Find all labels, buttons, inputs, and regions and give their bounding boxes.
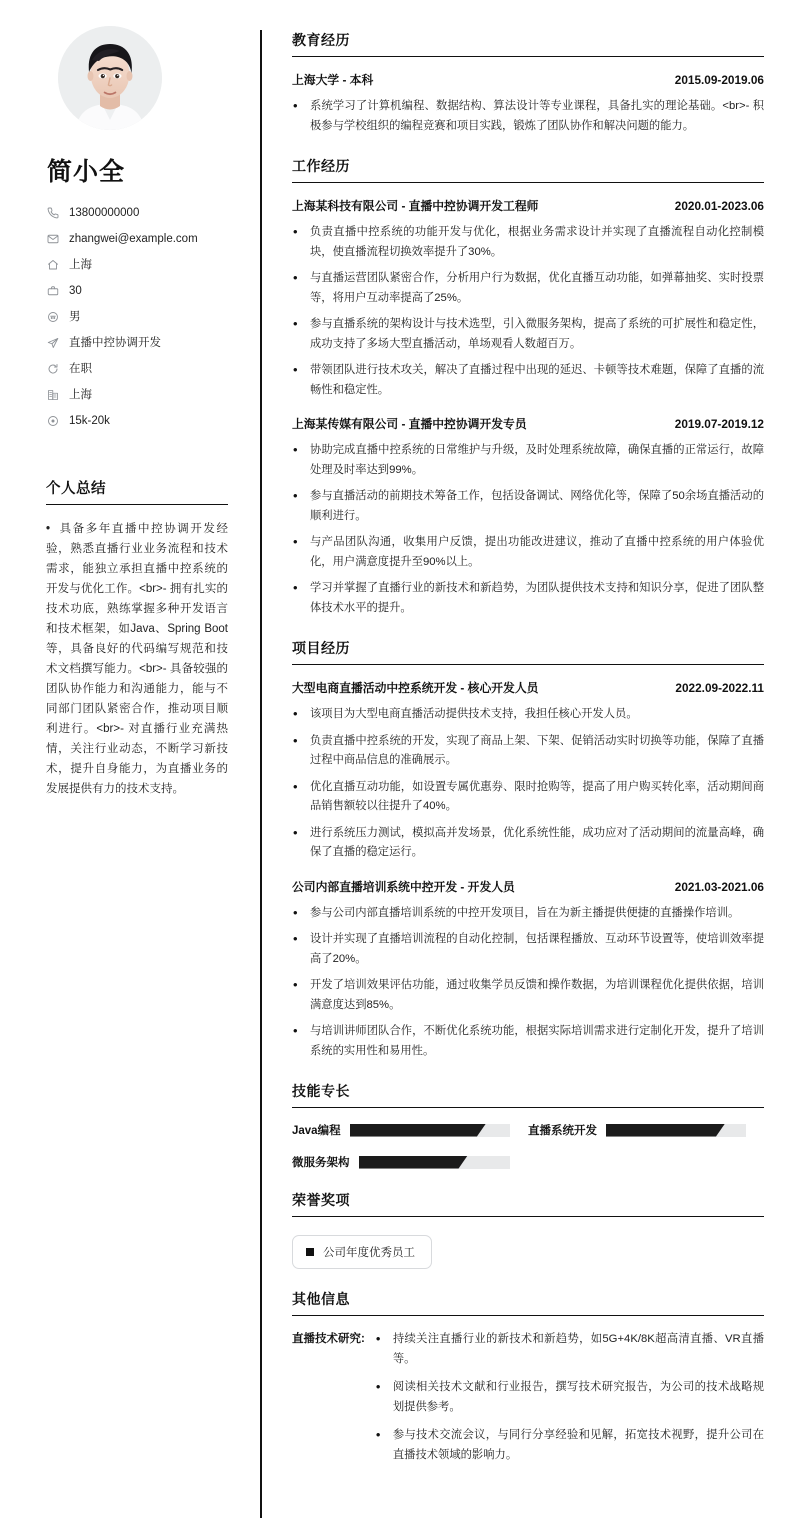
contact-value-phone: 13800000000 <box>69 207 140 219</box>
project-title: 大型电商直播活动中控系统开发 - 核心开发人员 <box>292 681 539 695</box>
list-item: • 参与直播系统的架构设计与技术选型，引入微服务架构，提高了系统的可扩展性和稳定性，成功支持了多场大型直播活动，单场观看人数超百万。 <box>292 315 764 354</box>
work-date: 2020.01-2023.06 <box>674 199 764 213</box>
list-item: • 参与公司内部直播培训系统的中控开发项目，旨在为新主播提供便捷的直播操作培训。 <box>292 904 764 924</box>
skill-progress-fill <box>359 1156 468 1169</box>
work-entry <box>292 415 764 618</box>
contact-row-age <box>46 284 228 299</box>
summary-bullet-icon: • <box>46 523 51 535</box>
section-work <box>292 156 764 618</box>
salary-icon <box>46 414 60 428</box>
contact-row-salary <box>46 414 228 429</box>
portrait-photo-icon <box>58 26 162 130</box>
section-heading-honors: 荣誉奖项 <box>292 1190 764 1217</box>
skill-label: Java编程 <box>292 1125 341 1137</box>
list-item: • 带领团队进行技术攻关，解决了直播过程中出现的延迟、卡顿等技术难题，保障了直播的流畅性和稳定性。 <box>292 361 764 400</box>
contact-value-gender: 男 <box>69 311 81 323</box>
work-title: 上海某科技有限公司 - 直播中控协调开发工程师 <box>292 199 539 213</box>
list-item: • 参与直播活动的前期技术筹备工作，包括设备调试、网络优化等，保障了50余场直播活动的顺利进行。 <box>292 487 764 526</box>
education-date: 2015.09-2019.06 <box>674 73 764 87</box>
education-entry <box>292 71 764 136</box>
list-item: • 学习并掌握了直播行业的新技术和新趋势，为团队提供技术支持和知识分享，促进了团队整体技术水平的提升。 <box>292 579 764 618</box>
list-item: • 持续关注直播行业的新技术和新趋势，如5G+4K/8K超高清直播、VR直播等。 <box>375 1330 764 1369</box>
skill-label: 直播系统开发 <box>528 1125 597 1137</box>
project-entry-head <box>292 679 764 696</box>
list-item: • 阅读相关技术文献和行业报告，撰写技术研究报告，为公司的技术战略规划提供参考。 <box>375 1378 764 1417</box>
skill-progress-fill <box>350 1124 486 1137</box>
briefcase-icon <box>46 284 60 298</box>
contact-row-hometown <box>46 258 228 273</box>
list-item: • 与直播运营团队紧密合作，分析用户行为数据，优化直播互动功能，如弹幕抽奖、实时投票等，将用户互动率提高了25%。 <box>292 269 764 308</box>
project-bullets <box>292 705 764 863</box>
status-icon <box>46 362 60 376</box>
resume-main <box>262 0 794 1518</box>
gender-icon <box>46 310 60 324</box>
list-item: • 与培训讲师团队合作，不断优化系统功能，根据实际培训需求进行定制化开发，提升了培训系统的实用性和易用性。 <box>292 1022 764 1061</box>
project-title: 公司内部直播培训系统中控开发 - 开发人员 <box>292 879 515 894</box>
other-info-bullets <box>375 1330 764 1465</box>
list-item: • 系统学习了计算机编程、数据结构、算法设计等专业课程，具备扎实的理论基础。<br>- 积极参与学校组织的编程竞赛和项目实践，锻炼了团队协作和解决问题的能力。 <box>292 97 764 136</box>
contact-value-age: 30 <box>69 285 82 297</box>
project-date: 2021.03-2021.06 <box>674 879 764 894</box>
education-bullets <box>292 97 764 136</box>
list-item: • 协助完成直播中控系统的日常维护与升级，及时处理系统故障，确保直播的正常运行，故障处理及时率达到99%。 <box>292 441 764 480</box>
list-item: • 进行系统压力测试，模拟高并发场景，优化系统性能，成功应对了活动期间的流量高峰，确保了直播的稳定运行。 <box>292 824 764 863</box>
list-item: • 参与技术交流会议，与同行分享经验和见解，拓宽技术视野，提升公司在直播技术领域的影响力。 <box>375 1426 764 1465</box>
work-entry-head <box>292 415 764 432</box>
list-item: • 与产品团队沟通，收集用户反馈，提出功能改进建议，推动了直播中控系统的用户体验优化，用户满意度提升至90%以上。 <box>292 533 764 572</box>
skills-grid <box>292 1122 764 1170</box>
skill-item <box>528 1122 764 1138</box>
work-entry <box>292 197 764 400</box>
contact-value-salary: 15k-20k <box>69 415 110 427</box>
summary-text: 具备多年直播中控协调开发经验，熟悉直播行业业务流程和技术需求，能独立承担直播中控系统的开发与优化工作。<br>- 拥有扎实的技术功底，熟练掌握多种开发语言和技术框架，如Java、Spring Boot等，具备良好的代码编写规范和技术文档撰写能力。<br>- 具备较强的团队协作能力和沟通能力，能与不同部门团队紧密合作，推动项目顺利进行。<br>- 对直播行业充满热情，关注行业动态，不断学习新技术，提升自身能力，为直播业务的发展提供有力的技术支持。 <box>46 523 228 795</box>
skill-progress-track <box>350 1124 510 1137</box>
project-bullets <box>292 904 764 1062</box>
work-title: 上海某传媒有限公司 - 直播中控协调开发专员 <box>292 417 527 431</box>
work-date: 2019.07-2019.12 <box>674 417 764 431</box>
work-bullets <box>292 441 764 618</box>
contact-value-email: zhangwei@example.com <box>69 233 198 245</box>
square-bullet-icon <box>306 1248 314 1256</box>
contact-value-hometown: 上海 <box>69 259 92 271</box>
skill-progress-fill <box>606 1124 725 1137</box>
contact-info-list <box>46 206 228 429</box>
section-summary <box>46 477 228 799</box>
contact-row-city <box>46 388 228 403</box>
work-bullets <box>292 223 764 400</box>
education-entry-head <box>292 71 764 88</box>
list-item: • 设计并实现了直播培训流程的自动化控制，包括课程播放、互动环节设置等，使培训效率提高了20%。 <box>292 930 764 969</box>
skill-progress-track <box>359 1156 511 1169</box>
summary-text-wrap <box>46 519 228 799</box>
section-heading-projects: 项目经历 <box>292 638 764 665</box>
skill-item <box>292 1122 528 1138</box>
other-info-group <box>292 1330 764 1474</box>
skill-item <box>292 1154 528 1170</box>
section-heading-other-info: 其他信息 <box>292 1289 764 1316</box>
list-item: • 负责直播中控系统的开发，实现了商品上架、下架、促销活动实时切换等功能，保障了直播过程中商品信息的准确展示。 <box>292 732 764 771</box>
list-item: • 优化直播互动功能，如设置专属优惠券、限时抢购等，提高了用户购买转化率，活动期间商品销售额较以往提升了40%。 <box>292 778 764 817</box>
skill-label: 微服务架构 <box>292 1157 350 1169</box>
contact-value-city: 上海 <box>69 389 92 401</box>
project-entry-head <box>292 878 764 895</box>
skill-progress-track <box>606 1124 746 1137</box>
home-icon <box>46 258 60 272</box>
resume-sidebar <box>0 0 262 1518</box>
section-skills <box>292 1081 764 1170</box>
project-date: 2022.09-2022.11 <box>675 681 764 695</box>
contact-row-email <box>46 232 228 247</box>
avatar <box>58 26 162 130</box>
other-info-label: 直播技术研究: <box>292 1333 365 1345</box>
phone-icon <box>46 206 60 220</box>
honors-list <box>292 1231 764 1269</box>
contact-value-status: 在职 <box>69 363 92 375</box>
list-item: • 该项目为大型电商直播活动提供技术支持，我担任核心开发人员。 <box>292 705 764 725</box>
status-badge <box>292 1235 432 1269</box>
section-education <box>292 30 764 136</box>
other-info-body <box>375 1330 764 1474</box>
contact-row-phone <box>46 206 228 221</box>
section-honors <box>292 1190 764 1269</box>
section-other-info <box>292 1289 764 1474</box>
project-entry <box>292 679 764 863</box>
list-item: • 开发了培训效果评估功能，通过收集学员反馈和操作数据，为培训课程优化提供依据，培训满意度达到85%。 <box>292 976 764 1015</box>
section-heading-skills: 技能专长 <box>292 1081 764 1108</box>
building-icon <box>46 388 60 402</box>
email-icon <box>46 232 60 246</box>
contact-row-status <box>46 362 228 377</box>
education-title: 上海大学 - 本科 <box>292 73 374 87</box>
contact-row-position <box>46 336 228 351</box>
section-heading-work: 工作经历 <box>292 156 764 183</box>
section-heading-summary: 个人总结 <box>46 477 228 505</box>
list-item: • 负责直播中控系统的功能开发与优化，根据业务需求设计并实现了直播流程自动化控制模块，使直播流程切换效率提升了30%。 <box>292 223 764 262</box>
section-heading-education: 教育经历 <box>292 30 764 57</box>
project-entry <box>292 878 764 1062</box>
page-title: 简小全 <box>47 158 126 186</box>
work-entry-head <box>292 197 764 214</box>
send-icon <box>46 336 60 350</box>
contact-value-position: 直播中控协调开发 <box>69 337 161 349</box>
honor-label: 公司年度优秀员工 <box>323 1247 415 1259</box>
contact-row-gender <box>46 310 228 325</box>
section-projects <box>292 638 764 1061</box>
